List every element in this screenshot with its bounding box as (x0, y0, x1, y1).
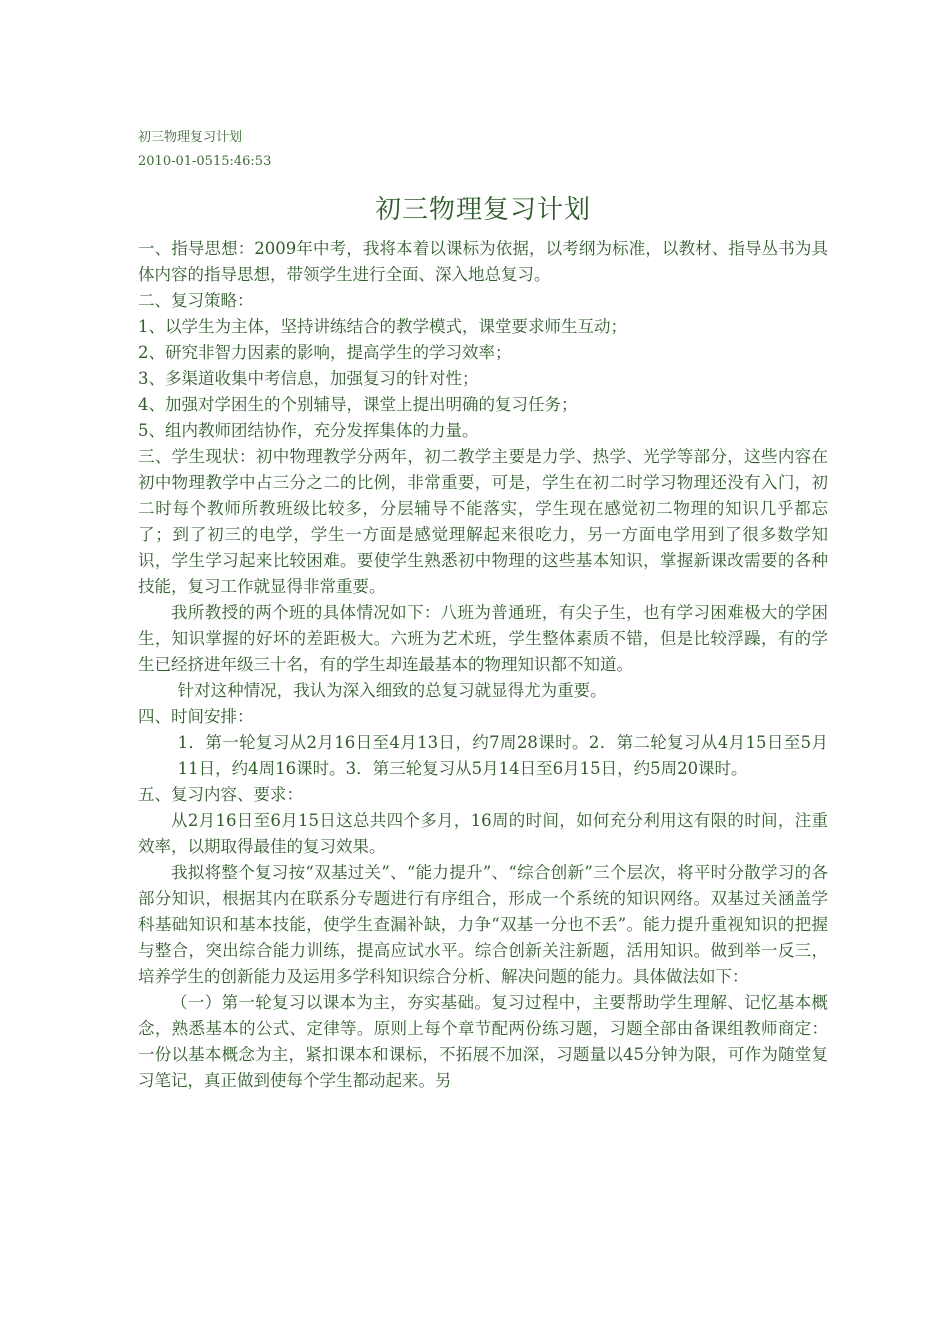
paragraph-content-heading: 五、复习内容、要求： (138, 785, 303, 804)
paragraph-student-status: 三、学生现状：初中物理教学分两年，初二教学主要是力学、热学、光学等部分，这些内容在初中物理教学中占三分之二的比例，非常重要，可是，学生在初二时学习物理还没有入门，初二时每个教师所教班级比较多，分层辅导不能落实，学生现在感觉初二物理的知识几乎都忘了；到了初三的电学，学生一方面是感觉理解起来很吃力，另一方面电学用到了很多数学知识，学生学习起来比较困难。要使学生熟悉初中物理的这些基本知识，掌握新课改需要的各种技能，复习工作就显得非常重要。 (138, 447, 828, 596)
header-small-title: 初三物理复习计划 (138, 130, 243, 145)
paragraph-strategy-2: 2、研究非智力因素的影响，提高学生的学习效率； (138, 343, 512, 362)
document-page (138, 126, 828, 1094)
paragraph-first-round: （一）第一轮复习以课本为主，夯实基础。复习过程中，主要帮助学生理解、记忆基本概念，熟悉基本的公式、定律等。原则上每个章节配两份练习题，习题全部由备课组教师商定：一份以基本概念为主，紧扣课本和课标，不拓展不加深，习题量以45分钟为限，可作为随堂复习笔记，真正做到使每个学生都动起来。另 (138, 993, 828, 1090)
header-timestamp: 2010-01-0515:46:53 (138, 154, 272, 169)
paragraph-schedule-heading: 四、时间安排： (138, 707, 254, 726)
paragraph-strategy-5: 5、组内教师团结协作，充分发挥集体的力量。 (138, 421, 479, 440)
paragraph-strategy-3: 3、多渠道收集中考信息，加强复习的针对性； (138, 369, 479, 388)
document-body (138, 236, 828, 1094)
paragraph-strategy-4: 4、加强对学困生的个别辅导，课堂上提出明确的复习任务； (138, 395, 578, 414)
paragraph-guiding-thought: 一、指导思想：2009年中考，我将本着以课标为依据，以考纲为标准，以教材、指导丛书为具体内容的指导思想，带领学生进行全面、深入地总复习。 (138, 239, 828, 284)
paragraph-time-usage: 从2月16日至6月15日这总共四个多月，16周的时间，如何充分利用这有限的时间，注重效率，以期取得最佳的复习效果。 (138, 811, 828, 856)
paragraph-schedule-detail: 1．第一轮复习从2月16日至4月13日，约7周28课时。2．第二轮复习从4月15日至5月11日，约4周16课时。3．第三轮复习从5月14日至6月15日，约5周20课时。 (177, 733, 828, 778)
paragraph-conclusion: 针对这种情况，我认为深入细致的总复习就显得尤为重要。 (177, 681, 607, 700)
document-title: 初三物理复习计划 (374, 195, 591, 225)
paragraph-three-levels: 我拟将整个复习按“双基过关”、“能力提升”、“综合创新”三个层次，将平时分散学习的各部分知识，根据其内在联系分专题进行有序组合，形成一个系统的知识网络。双基过关涵盖学科基础知识和基本技能，使学生查漏补缺，力争“双基一分也不丢”。能力提升重视知识的把握与整合，突出综合能力训练，提高应试水平。综合创新关注新题，活用知识。做到举一反三，培养学生的创新能力及运用多学科知识综合分析、解决问题的能力。具体做法如下： (138, 863, 828, 986)
paragraph-class-details: 我所教授的两个班的具体情况如下：八班为普通班，有尖子生，也有学习困难极大的学困生，知识掌握的好坏的差距极大。六班为艺术班，学生整体素质不错，但是比较浮躁，有的学生已经挤进年级三十名，有的学生却连最基本的物理知识都不知道。 (138, 603, 828, 674)
paragraph-strategy-1: 1、以学生为主体，坚持讲练结合的教学模式，课堂要求师生互动； (138, 317, 627, 336)
paragraph-strategy-heading: 二、复习策略： (138, 291, 254, 310)
